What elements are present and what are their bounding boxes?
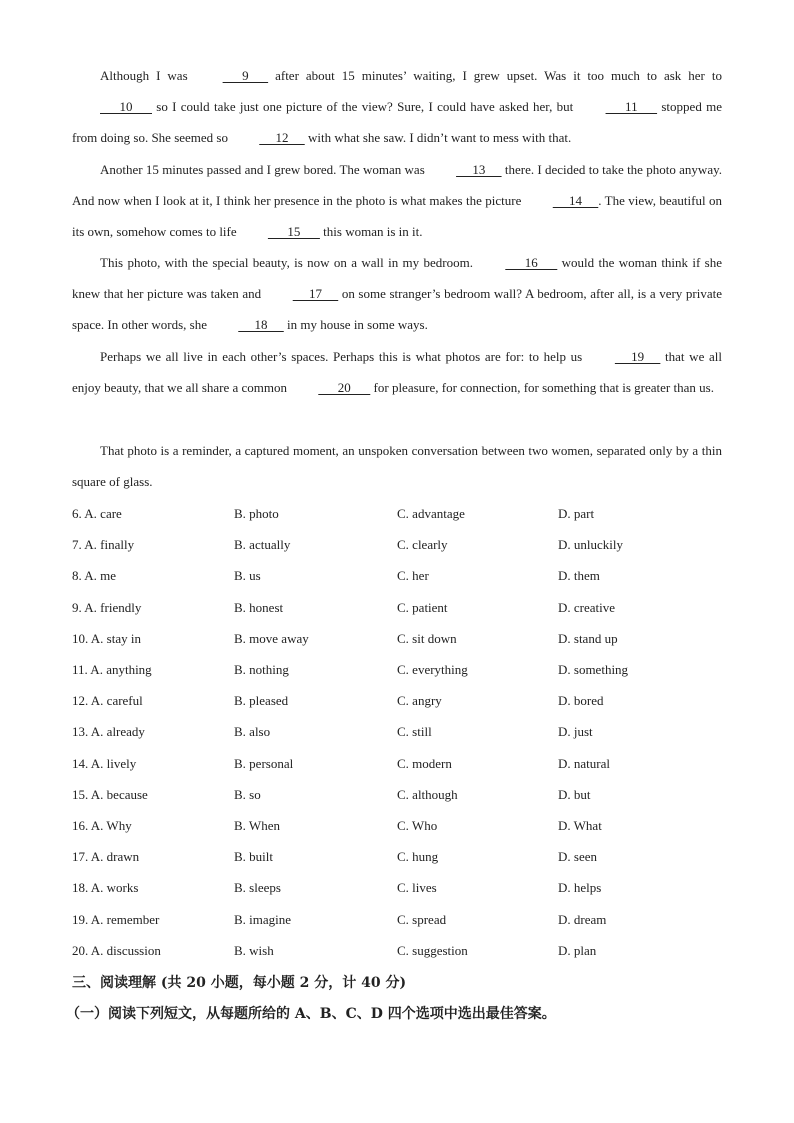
section-heading-reading: 三、阅读理解 (共 20 小题，每小题 2 分，计 40 分) <box>72 975 407 991</box>
option-b: B. actually <box>234 537 291 552</box>
option-c: C. patient <box>397 600 448 615</box>
option-d: D. stand up <box>558 631 618 646</box>
option-c: C. Who <box>397 818 438 833</box>
blank-12: 12 <box>259 130 305 145</box>
options-row-16 <box>72 818 732 838</box>
option-c: C. although <box>397 787 458 802</box>
option-c: C. lives <box>397 880 437 895</box>
option-d: D. creative <box>558 600 616 615</box>
options-row-13 <box>72 724 732 744</box>
option-d: D. dream <box>558 912 607 927</box>
option-a: 7. A. finally <box>72 537 135 552</box>
blank-10: 10 <box>100 99 152 114</box>
option-b: B. move away <box>234 631 309 646</box>
option-c: C. still <box>397 724 432 739</box>
option-b: B. wish <box>234 943 274 958</box>
blank-20: 20 <box>318 380 371 395</box>
option-c: C. hung <box>397 849 439 864</box>
options-row-17 <box>72 849 732 869</box>
option-b: B. imagine <box>234 912 292 927</box>
options-row-8 <box>72 568 732 588</box>
options-row-10 <box>72 631 732 651</box>
options-row-20 <box>72 943 732 963</box>
blank-14: 14 <box>552 193 599 208</box>
passage-paragraph-2: Another 15 minutes passed and I grew bored. The woman was 13 there. I decided to take the photo anyway. And now when I look at it, I think her presence in the photo is what makes the picture 14 . The view, beautiful on its own, somehow comes to life 15 this woman is in it. <box>72 154 722 247</box>
option-a: 16. A. Why <box>72 818 132 833</box>
blank-13: 13 <box>456 162 502 177</box>
option-c: C. advantage <box>397 506 465 521</box>
passage-paragraph-5: That photo is a reminder, a captured moment, an unspoken conversation between two women, separated only by a thin square of glass. <box>72 443 722 489</box>
options-row-11 <box>72 662 732 682</box>
blank-11: 11 <box>605 99 658 114</box>
option-b: B. nothing <box>234 662 289 677</box>
option-d: D. part <box>558 506 595 521</box>
option-d: D. bored <box>558 693 604 708</box>
option-b: B. built <box>234 849 274 864</box>
options-row-14 <box>72 756 732 776</box>
option-d: D. something <box>558 662 629 677</box>
option-c: C. sit down <box>397 631 457 646</box>
options-row-15 <box>72 787 732 807</box>
option-d: D. seen <box>558 849 597 864</box>
option-a: 6. A. care <box>72 506 122 521</box>
option-c: C. clearly <box>397 537 448 552</box>
blank-17: 17 <box>292 286 339 301</box>
option-a: 17. A. drawn <box>72 849 140 864</box>
options-row-19 <box>72 912 732 932</box>
blank-19: 19 <box>614 349 661 364</box>
option-c: C. spread <box>397 912 447 927</box>
option-a: 13. A. already <box>72 724 145 739</box>
blank-15: 15 <box>267 224 320 239</box>
option-a: 20. A. discussion <box>72 943 161 958</box>
option-a: 18. A. works <box>72 880 139 895</box>
option-d: D. unluckily <box>558 537 623 552</box>
option-c: C. her <box>397 568 429 583</box>
option-a: 10. A. stay in <box>72 631 141 646</box>
option-d: D. natural <box>558 756 610 771</box>
option-a: 12. A. careful <box>72 693 143 708</box>
options-row-9 <box>72 600 732 620</box>
passage-paragraph-1: Although I was 9 after about 15 minutes’ waiting, I grew upset. Was it too much to ask her to 10 so I could take just one picture of the view? Sure, I could have asked her, but 11 stopped me from doing so. She seemed so 12 with what she saw. I didn’t want to mess with that. <box>72 60 722 153</box>
passage-paragraph-4: Perhaps we all live in each other’s spaces. Perhaps this is what photos are for: to help us 19 that we all enjoy beauty, that we all share a common 20 for pleasure, for connection, for something that is greater than us. <box>72 341 722 403</box>
options-row-12 <box>72 693 732 713</box>
blank-18: 18 <box>238 317 284 332</box>
passage-paragraph-3: This photo, with the special beauty, is now on a wall in my bedroom. 16 would the woman think if she knew that her picture was taken and 17 on some stranger’s bedroom wall? A bedroom, after all, is a very private space. In other words, she 18 in my house in some ways. <box>72 247 722 340</box>
blank-9: 9 <box>222 68 269 83</box>
option-a: 11. A. anything <box>72 662 152 677</box>
option-a: 14. A. lively <box>72 756 137 771</box>
option-d: D. plan <box>558 943 597 958</box>
blank-16: 16 <box>505 255 558 270</box>
option-c: C. modern <box>397 756 452 771</box>
subsection-heading-instructions: （一）阅读下列短文，从每题所给的 A、B、C、D 四个选项中选出最佳答案。 <box>66 1006 556 1022</box>
option-d: D. but <box>558 787 591 802</box>
option-d: D. just <box>558 724 593 739</box>
option-a: 19. A. remember <box>72 912 160 927</box>
option-c: C. angry <box>397 693 442 708</box>
option-b: B. personal <box>234 756 294 771</box>
option-b: B. photo <box>234 506 279 521</box>
options-row-7 <box>72 537 732 557</box>
option-b: B. honest <box>234 600 284 615</box>
option-b: B. sleeps <box>234 880 281 895</box>
option-a: 9. A. friendly <box>72 600 142 615</box>
option-b: B. so <box>234 787 261 802</box>
option-d: D. helps <box>558 880 602 895</box>
option-d: D. them <box>558 568 600 583</box>
option-b: B. When <box>234 818 280 833</box>
option-b: B. also <box>234 724 271 739</box>
option-d: D. What <box>558 818 602 833</box>
option-b: B. pleased <box>234 693 289 708</box>
options-row-6 <box>72 506 732 526</box>
option-b: B. us <box>234 568 261 583</box>
option-c: C. everything <box>397 662 468 677</box>
option-c: C. suggestion <box>397 943 468 958</box>
options-row-18 <box>72 880 732 900</box>
option-a: 8. A. me <box>72 568 117 583</box>
option-a: 15. A. because <box>72 787 148 802</box>
